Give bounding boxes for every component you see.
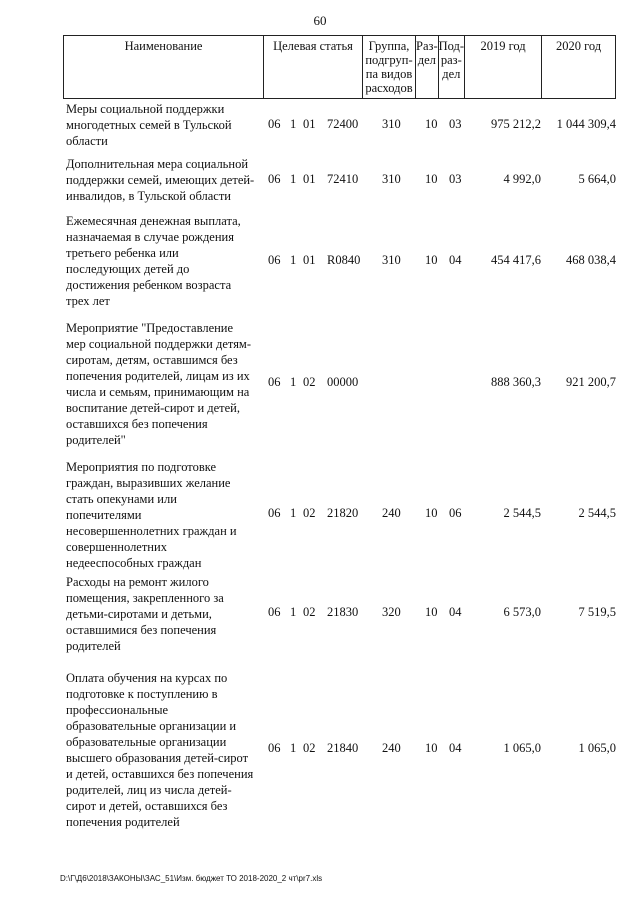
value-2020: 2 544,5	[578, 506, 616, 520]
code-d: 21830	[327, 605, 359, 619]
header-2020: 2020 год	[542, 36, 616, 99]
row-name: Оплата обучения на курсах по подготовке к поступлению в профессиональные образовательные организации и образовательные организации высшего образования детей-сирот и детей, оставшихся без попечения родителей, лиц из числа детей- сирот и детей, оставшихся без попечения родителей	[66, 671, 254, 829]
value-2020: 921 200,7	[566, 375, 616, 389]
code-a: 06	[268, 253, 281, 267]
file-path-footer: D:\Г\Д6\2018\ЗАКОНЫ\ЗАС_51\Изм. бюджет ТО 2018-2020_2 чт\pr7.xls	[60, 874, 323, 883]
razdel-value: 10	[425, 253, 438, 267]
code-a: 06	[268, 375, 281, 389]
value-2020: 1 044 309,4	[556, 117, 616, 131]
header-2019: 2019 год	[465, 36, 542, 99]
row-name: Ежемесячная денежная выплата, назначаемая в случае рождения третьего ребенка или последующих детей до достижения ребенком возраста трех лет	[66, 214, 241, 308]
group-value: 310	[382, 117, 401, 131]
code-c: 01	[303, 172, 316, 186]
code-c: 02	[303, 375, 316, 389]
group-value: 240	[382, 741, 401, 755]
code-c: 01	[303, 117, 316, 131]
header-razdel: Раз- дел	[416, 36, 439, 99]
header-podrazdel: Под- раз- дел	[438, 36, 464, 99]
code-a: 06	[268, 741, 281, 755]
code-d: 00000	[327, 375, 359, 389]
row-name: Мероприятия по подготовке граждан, выразивших желание стать опекунами или попечителями несовершеннолетних граждан и совершеннолетних недееспособных граждан	[66, 460, 237, 570]
value-2019: 454 417,6	[491, 253, 541, 267]
code-b: 1	[290, 172, 297, 186]
row-name: Расходы на ремонт жилого помещения, закрепленного за детьми-сиротами и детьми, оставшимися без попечения родителей	[66, 575, 224, 653]
razdel-value: 10	[425, 605, 438, 619]
podrazdel-value: 04	[449, 253, 462, 267]
code-b: 1	[290, 375, 297, 389]
podrazdel-value: 04	[449, 605, 462, 619]
code-d: R0840	[327, 253, 361, 267]
podrazdel-value: 03	[449, 172, 462, 186]
row-name: Меры социальной поддержки многодетных семей в Тульской области	[66, 102, 232, 148]
code-b: 1	[290, 253, 297, 267]
group-value: 320	[382, 605, 401, 619]
code-c: 02	[303, 605, 316, 619]
code-c: 01	[303, 253, 316, 267]
row-name: Мероприятие "Предоставление мер социальной поддержки детям- сиротам, детям, оставшимся без попечения родителей, лицам из их числа и семьям, принимающим на воспитание детей-сирот и детей, оставшихся без попечения родителей"	[66, 321, 252, 447]
code-d: 21840	[327, 741, 359, 755]
header-group: Группа, подгруп- па видов расходов	[363, 36, 416, 99]
code-a: 06	[268, 117, 281, 131]
value-2020: 7 519,5	[578, 605, 616, 619]
value-2019: 2 544,5	[503, 506, 541, 520]
code-d: 72410	[327, 172, 359, 186]
code-b: 1	[290, 741, 297, 755]
value-2020: 468 038,4	[566, 253, 616, 267]
value-2019: 1 065,0	[503, 741, 541, 755]
group-value: 240	[382, 506, 401, 520]
header-target: Целевая статья	[264, 36, 363, 99]
code-a: 06	[268, 506, 281, 520]
group-value: 310	[382, 253, 401, 267]
value-2020: 1 065,0	[578, 741, 616, 755]
code-b: 1	[290, 117, 297, 131]
razdel-value: 10	[425, 172, 438, 186]
table-header	[63, 35, 616, 99]
value-2020: 5 664,0	[578, 172, 616, 186]
code-a: 06	[268, 605, 281, 619]
code-d: 72400	[327, 117, 359, 131]
razdel-value: 10	[425, 506, 438, 520]
value-2019: 975 212,2	[491, 117, 541, 131]
razdel-value: 10	[425, 117, 438, 131]
code-d: 21820	[327, 506, 359, 520]
code-c: 02	[303, 506, 316, 520]
razdel-value: 10	[425, 741, 438, 755]
code-b: 1	[290, 605, 297, 619]
header-name: Наименование	[64, 36, 264, 99]
code-a: 06	[268, 172, 281, 186]
podrazdel-value: 04	[449, 741, 462, 755]
page-number: 60	[313, 13, 327, 28]
value-2019: 6 573,0	[503, 605, 541, 619]
row-name: Дополнительная мера социальной поддержки семей, имеющих детей- инвалидов, в Тульской области	[66, 157, 255, 203]
value-2019: 4 992,0	[503, 172, 541, 186]
podrazdel-value: 06	[449, 506, 462, 520]
group-value: 310	[382, 172, 401, 186]
code-c: 02	[303, 741, 316, 755]
podrazdel-value: 03	[449, 117, 462, 131]
code-b: 1	[290, 506, 297, 520]
value-2019: 888 360,3	[491, 375, 541, 389]
